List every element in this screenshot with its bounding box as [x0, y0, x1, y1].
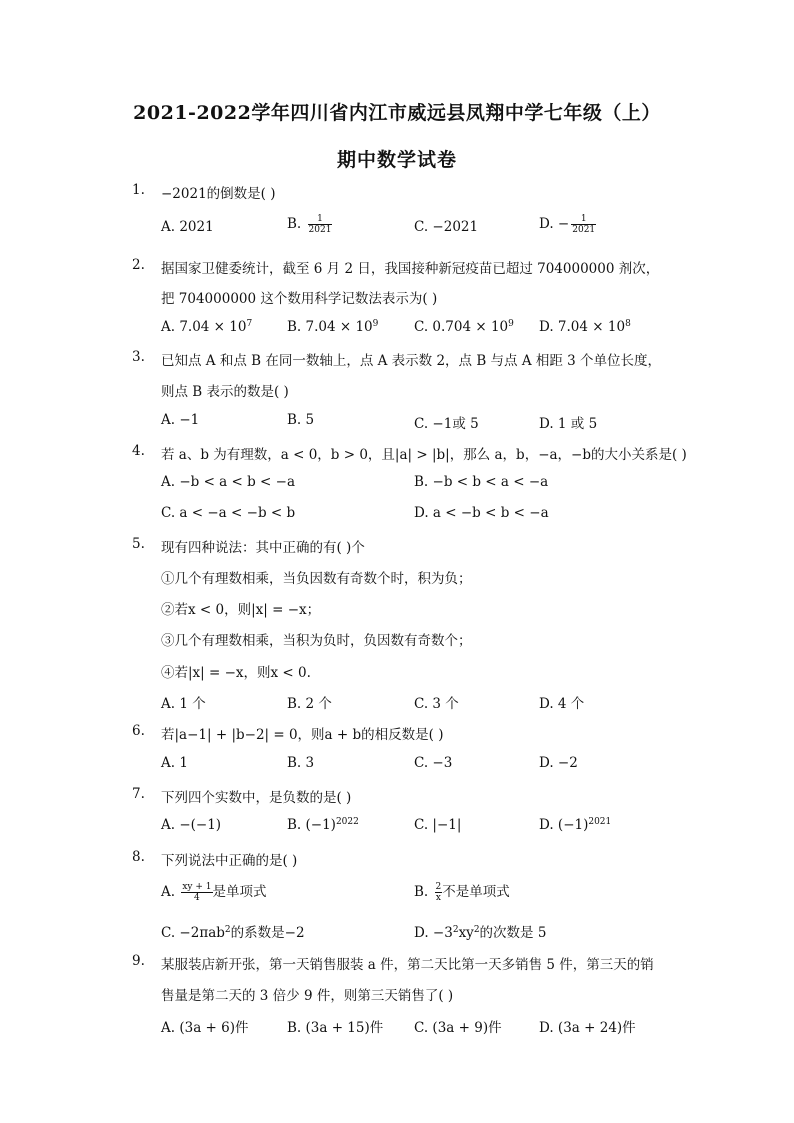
fraction: $\frac{2}{x}$ [435, 882, 442, 903]
option-b: B. 5 [287, 412, 315, 428]
question-stem: −2021的倒数是( ) [161, 186, 276, 202]
question-number: 8. [132, 849, 145, 865]
option-a: A. $\frac{xy + 1}{4}$ 是单项式 [161, 882, 267, 903]
question-number: 5. [132, 536, 145, 552]
option-c: C. −3 [414, 755, 453, 771]
option-d: D. a < −b < b < −a [414, 505, 549, 521]
question-number: 7. [132, 786, 145, 802]
option-d: D. − $\frac{1}{2021}$ [539, 214, 596, 235]
option-a: A. −b < a < b < −a [161, 474, 296, 490]
option-b: B. (3a + 15)件 [287, 1020, 384, 1036]
option-a: A. 1 [161, 755, 188, 771]
option-b: B. −b < b < a < −a [414, 474, 549, 490]
fraction: $\frac{xy + 1}{4}$ [182, 882, 212, 903]
option-a: A. (3a + 6)件 [161, 1020, 249, 1036]
option-c: C. −2021 [414, 219, 479, 235]
option-d: D. (3a + 24)件 [539, 1020, 636, 1036]
question-stem: 下列说法中正确的是( ) [161, 853, 298, 869]
question-stem-line1: 某服装店新开张，第一天销售服装 a 件，第二天比第一天多销售 5 件，第三天的销 [161, 957, 654, 973]
question-stem: 若|a−1| + |b−2| = 0，则a + b的相反数是( ) [161, 727, 444, 743]
option-d: D. $(-1)^{2021}$ [539, 817, 612, 833]
option-c: C. 3 个 [414, 696, 459, 712]
statement-3: ③几个有理数相乘，当积为负时，负因数有奇数个； [161, 633, 472, 649]
option-a: A. 2021 [161, 219, 214, 235]
option-c: C. −2πab$^2$的系数是−2 [161, 925, 305, 941]
option-b: B. $7.04 \times 10^9$ [287, 319, 379, 335]
option-c: C. $0.704 \times 10^9$ [414, 319, 514, 335]
option-a: A. −(−1) [161, 817, 222, 833]
option-b: B. $\frac{1}{2021}$ [287, 214, 332, 235]
question-stem-line2: 把 704000000 这个数用科学记数法表示为( ) [161, 291, 438, 307]
option-d: D. 1 或 5 [539, 416, 598, 432]
option-c: C. a < −a < −b < b [161, 505, 296, 521]
option-b: B. 3 [287, 755, 315, 771]
fraction: $\frac{1}{2021}$ [572, 214, 596, 235]
statement-4: ④若|x| = −x，则x < 0. [161, 665, 311, 681]
option-a: A. $7.04 \times 10^7$ [161, 319, 253, 335]
question-stem-line2: 售量是第二天的 3 倍少 9 件，则第三天销售了( ) [161, 988, 454, 1004]
option-b: B. $\frac{2}{x}$ 不是单项式 [414, 882, 510, 903]
option-a: A. 1 个 [161, 696, 206, 712]
option-d: D. −2 [539, 755, 578, 771]
question-number: 4. [132, 443, 145, 459]
question-number: 1. [132, 182, 145, 198]
option-a: A. −1 [161, 412, 200, 428]
question-stem: 现有四种说法：其中正确的有( )个 [161, 540, 365, 556]
option-c: C. (3a + 9)件 [414, 1020, 502, 1036]
question-number: 6. [132, 723, 145, 739]
option-b: B. $(-1)^{2022}$ [287, 817, 359, 833]
exam-title-line2: 期中数学试卷 [336, 149, 457, 171]
question-number: 2. [132, 257, 145, 273]
option-d: D. 4 个 [539, 696, 585, 712]
option-b: B. 2 个 [287, 696, 332, 712]
question-stem: 若 a、b 为有理数，a < 0，b > 0，且|a| > |b|，那么 a，b，−a，−b的大小关系是( ) [161, 447, 687, 463]
statement-1: ①几个有理数相乘，当负因数有奇数个时，积为负； [161, 571, 472, 587]
option-c: C. |−1| [414, 817, 462, 833]
question-stem: 下列四个实数中，是负数的是( ) [161, 790, 352, 806]
question-number: 9. [132, 953, 145, 969]
question-stem-line1: 已知点 A 和点 B 在同一数轴上，点 A 表示数 2，点 B 与点 A 相距 3 个单位长度， [161, 353, 662, 369]
question-stem-line1: 据国家卫健委统计，截至 6 月 2 日，我国接种新冠疫苗已超过 704000000 剂次， [161, 261, 660, 277]
option-d: D. $-3^2xy^2$的次数是 5 [414, 925, 547, 941]
question-stem-line2: 则点 B 表示的数是( ) [161, 384, 289, 400]
statement-2: ②若x < 0，则|x| = −x； [161, 602, 321, 618]
option-c: C. −1或 5 [414, 416, 479, 432]
question-number: 3. [132, 349, 145, 365]
exam-title-line1: 2021-2022学年四川省内江市威远县凤翔中学七年级（上） [133, 102, 661, 124]
fraction: $\frac{1}{2021}$ [308, 214, 332, 235]
option-d: D. $7.04 \times 10^8$ [539, 319, 631, 335]
